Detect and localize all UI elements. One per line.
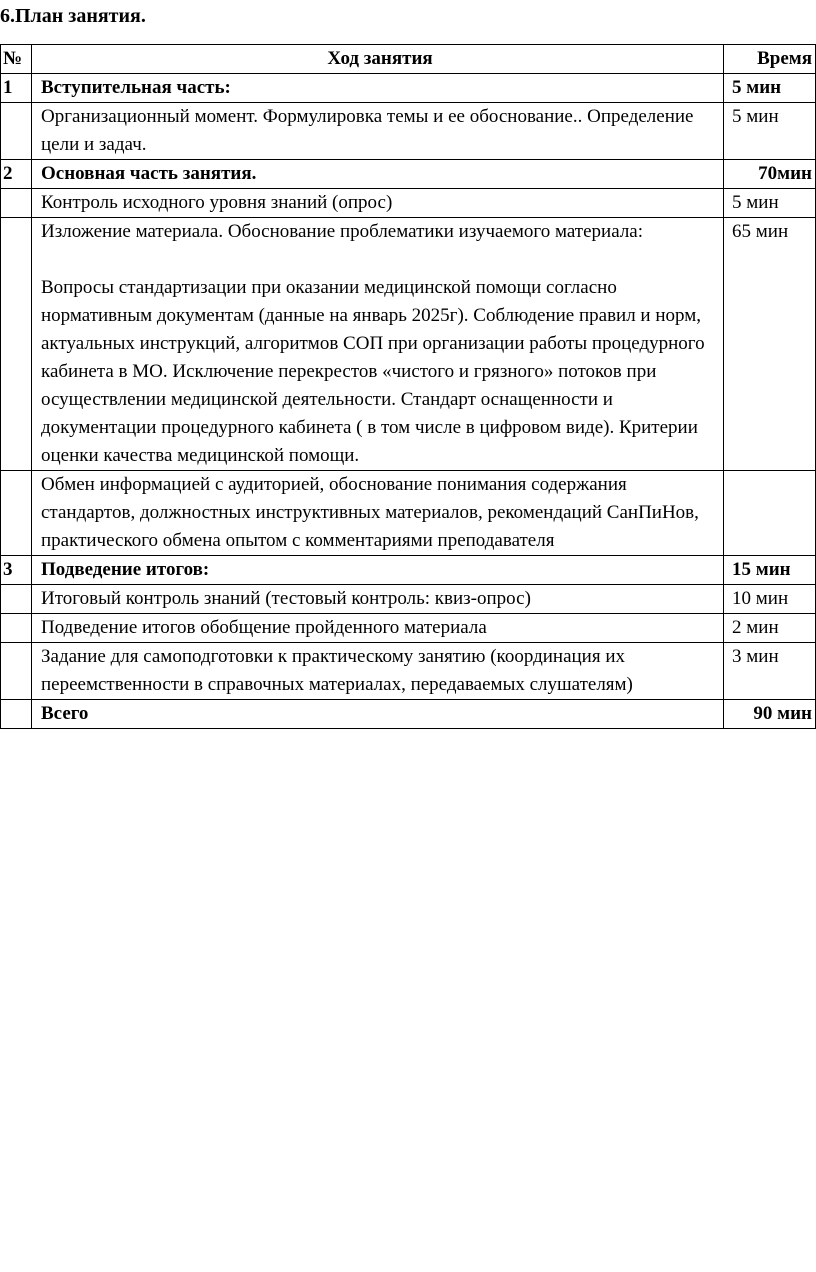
empty-cell xyxy=(1,700,32,729)
header-course: Ход занятия xyxy=(32,45,724,74)
empty-cell xyxy=(1,585,32,614)
section-row xyxy=(1,74,816,103)
empty-cell xyxy=(1,643,32,700)
section-number: 2 xyxy=(1,160,32,189)
row-text: Задание для самоподготовки к практическому занятию (координация их переемственности в справочных материалах, передаваемых слушателям) xyxy=(32,643,724,700)
table-row xyxy=(1,614,816,643)
table-row xyxy=(1,585,816,614)
row-text-body: Вопросы стандартизации при оказании медицинской помощи согласно нормативным документам (данные на январь 2025г). Соблюдение правил и норм, актуальных инструкций, алгоритмов СОП при организации работы процедурного кабинета в МО. Исключение перекрестов «чистого и грязного» потоков при осуществлении медицинской деятельности. Стандарт оснащенности и документации процедурного кабинета ( в том числе в цифровом виде). Критерии оценки качества медицинской помощи. xyxy=(41,277,705,466)
section-title: Вступительная часть: xyxy=(32,74,724,103)
row-time: 5 мин xyxy=(724,189,816,218)
section-row xyxy=(1,556,816,585)
empty-cell xyxy=(1,471,32,556)
empty-cell xyxy=(1,614,32,643)
row-time: 2 мин xyxy=(724,614,816,643)
table-row xyxy=(1,643,816,700)
row-time: 65 мин xyxy=(724,218,816,471)
section-number: 1 xyxy=(1,74,32,103)
table-row xyxy=(1,103,816,160)
row-text: Обмен информацией с аудиторией, обоснование понимания содержания стандартов, должностных инструктивных материалов, рекомендаций СанПиНов, практического обмена опытом с комментариями преподавателя xyxy=(32,471,724,556)
section-title: Подведение итогов: xyxy=(32,556,724,585)
section-number: 3 xyxy=(1,556,32,585)
row-time: 3 мин xyxy=(724,643,816,700)
table-row xyxy=(1,218,816,471)
row-text: Подведение итогов обобщение пройденного материала xyxy=(32,614,724,643)
table-row xyxy=(1,471,816,556)
row-time xyxy=(724,471,816,556)
lesson-plan-table xyxy=(0,44,816,729)
empty-cell xyxy=(1,103,32,160)
row-text: Организационный момент. Формулировка темы и ее обоснование.. Определение цели и задач. xyxy=(32,103,724,160)
row-time: 10 мин xyxy=(724,585,816,614)
empty-cell xyxy=(1,189,32,218)
section-time: 15 мин xyxy=(724,556,816,585)
section-title: Основная часть занятия. xyxy=(32,160,724,189)
page-title: 6.План занятия. xyxy=(0,5,146,27)
table-row xyxy=(1,189,816,218)
row-text: Итоговый контроль знаний (тестовый контроль: квиз-опрос) xyxy=(32,585,724,614)
row-text-intro: Изложение материала. Обоснование проблематики изучаемого материала: xyxy=(41,221,644,242)
paragraph-gap xyxy=(41,246,719,274)
total-time: 90 мин xyxy=(724,700,816,729)
row-time: 5 мин xyxy=(724,103,816,160)
header-time: Время xyxy=(724,45,816,74)
row-text: Контроль исходного уровня знаний (опрос) xyxy=(32,189,724,218)
empty-cell xyxy=(1,218,32,471)
header-num: № xyxy=(1,45,32,74)
table-header-row xyxy=(1,45,816,74)
total-label: Всего xyxy=(32,700,724,729)
total-row xyxy=(1,700,816,729)
row-text-block xyxy=(32,218,724,471)
section-time: 70мин xyxy=(724,160,816,189)
section-row xyxy=(1,160,816,189)
section-time: 5 мин xyxy=(724,74,816,103)
